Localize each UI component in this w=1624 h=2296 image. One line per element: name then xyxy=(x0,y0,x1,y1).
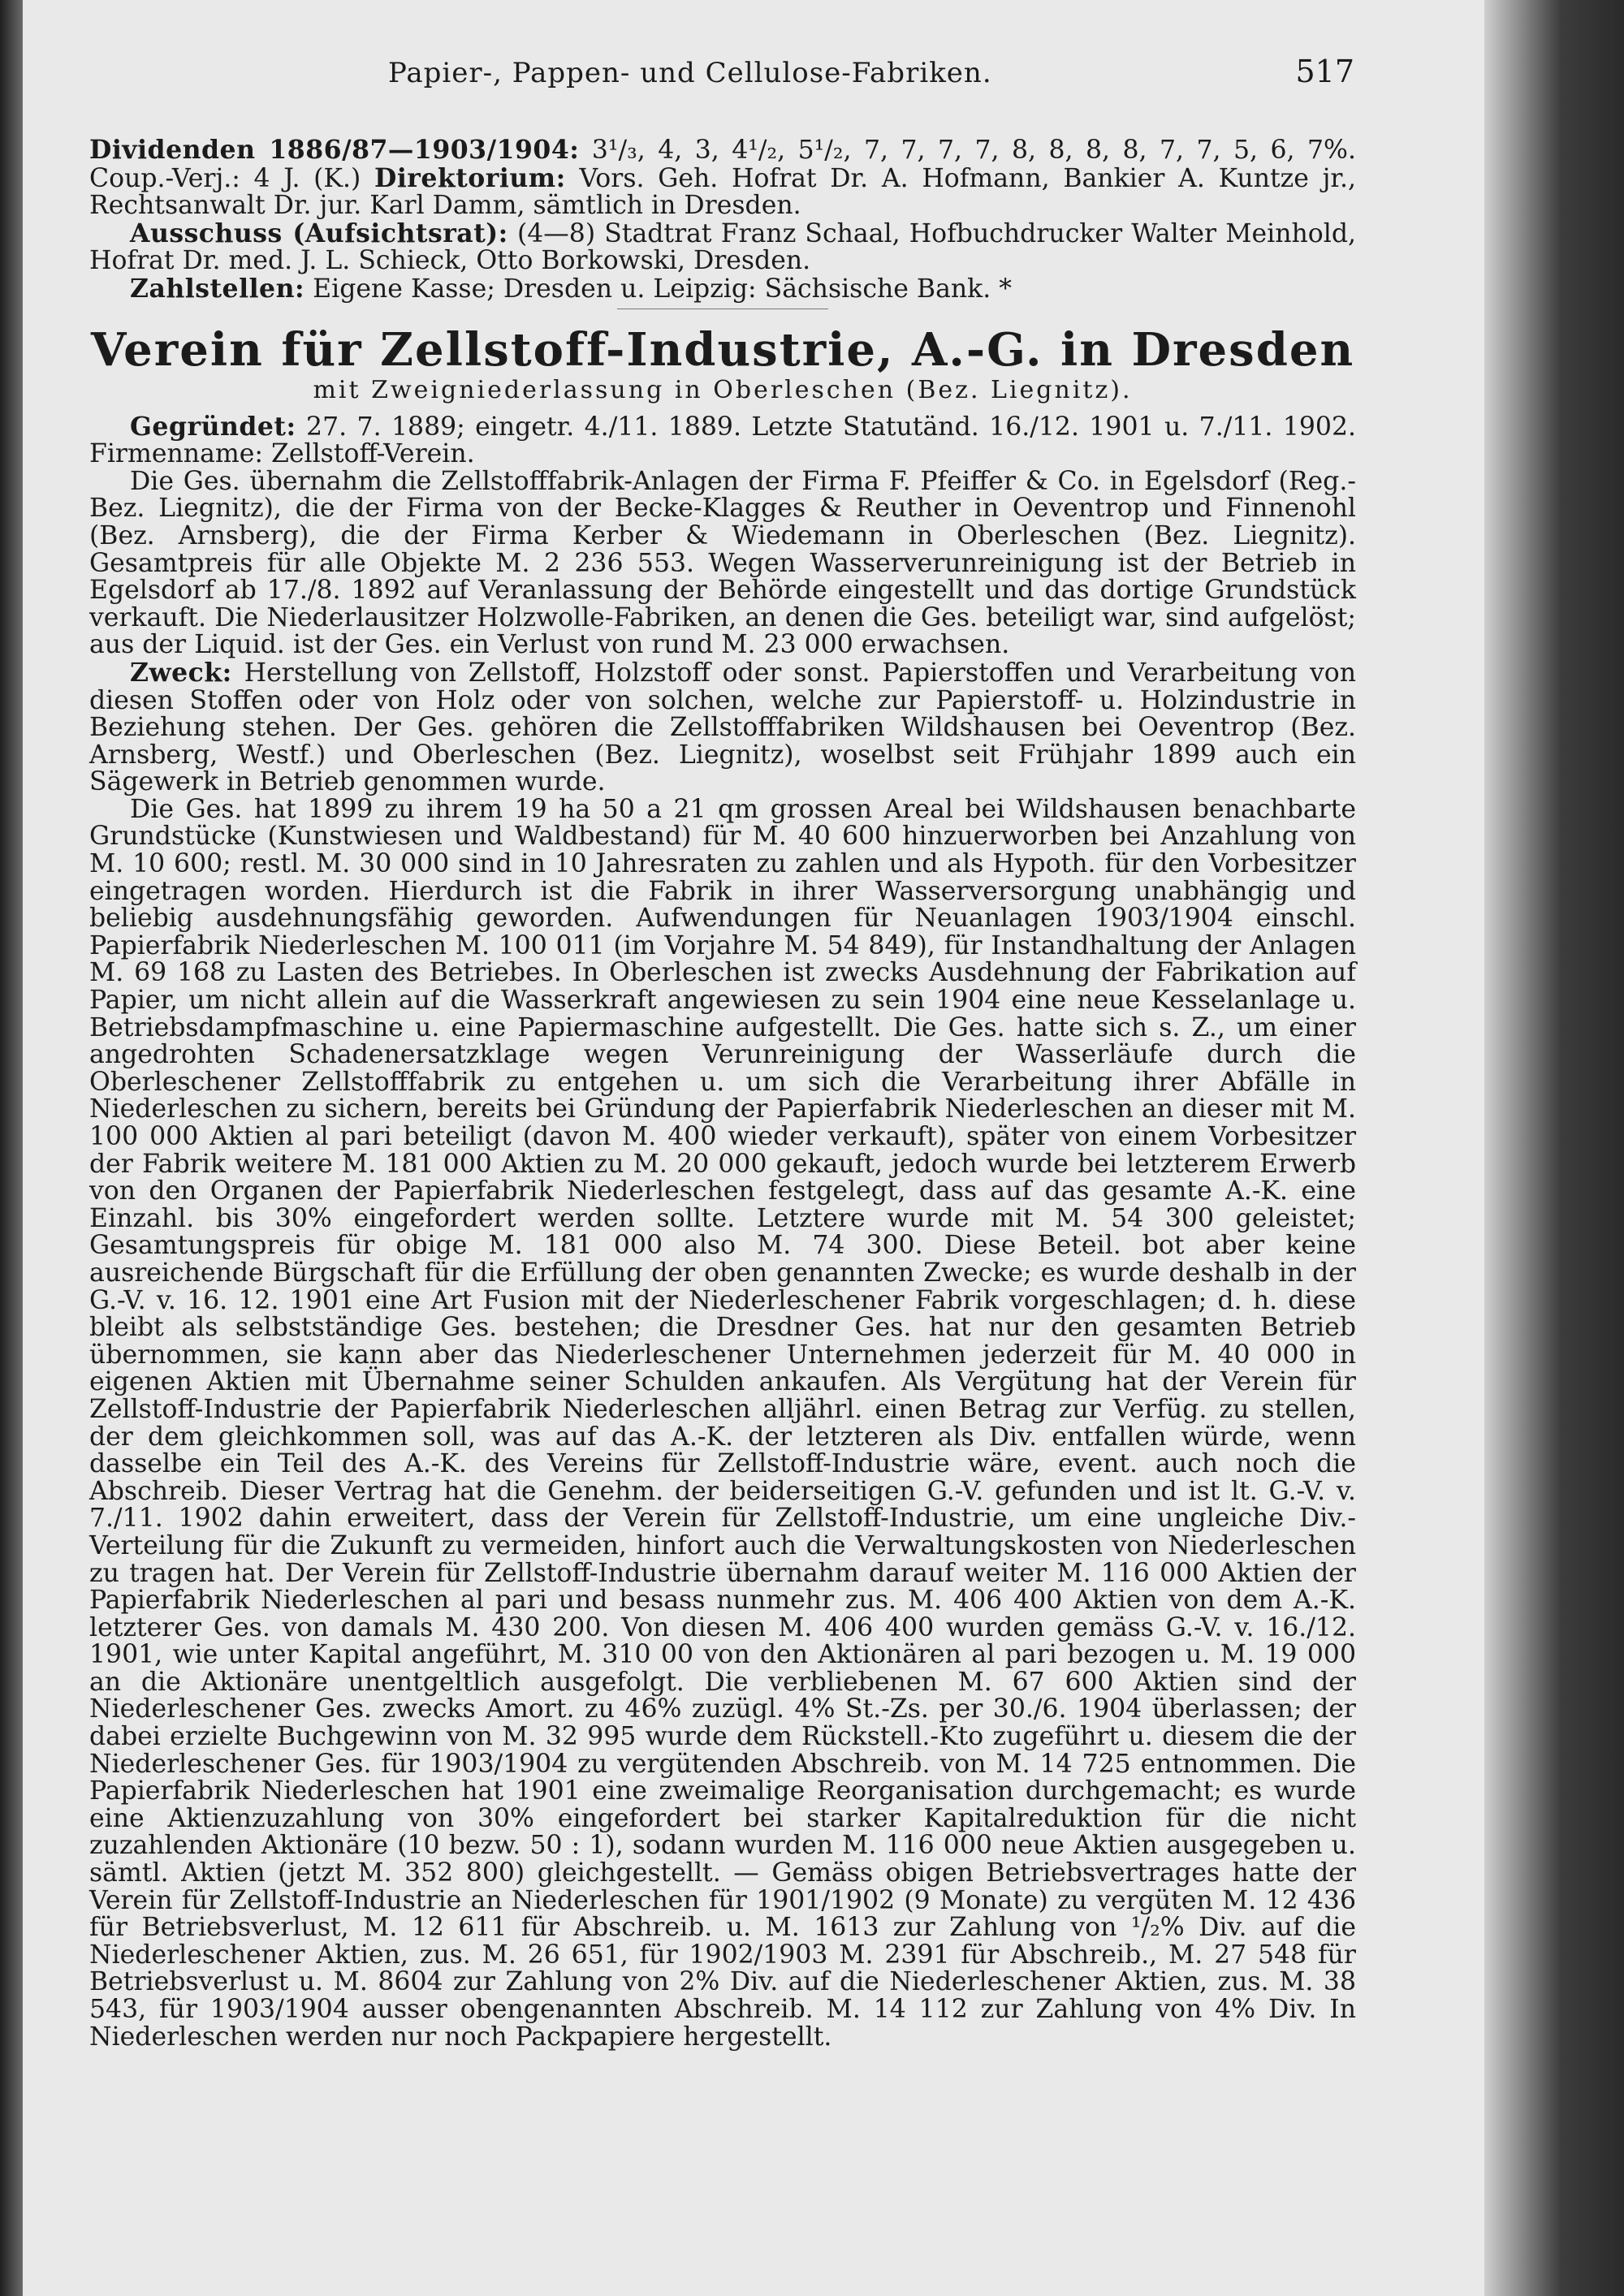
coupon-verjaehrung: Coup.-Verj.: 4 J. (K.) xyxy=(89,163,361,193)
gegruendet-text: 27. 7. 1889; eingetr. 4./11. 1889. Letzte Statutänd. 16./12. 1901 u. 7./11. 1902. Firmenname: Zellstoff-Verein. xyxy=(89,412,1356,469)
scan-left-edge xyxy=(0,0,23,2296)
page-content xyxy=(89,136,1356,2051)
page-number: 517 xyxy=(1295,54,1354,89)
company-name-heading: Verein für Zellstoff-Industrie, A.-G. in Dresden xyxy=(90,322,1355,377)
book-gutter-shadow xyxy=(1484,0,1624,2296)
book-page xyxy=(23,0,1484,2296)
history-paragraph: Die Ges. übernahm die Zellstofffabrik-Anlagen der Firma F. Pfeiffer & Co. in Egelsdorf (Reg.-Bez. Liegnitz), die der Firma von der Becke-Klagges & Reuther in Oeventrop und Finnenohl (Bez. Arnsberg), die der Firma Kerber & Wiedemann in Oberleschen (Bez. Liegnitz). Gesamtpreis für alle Objekte M. 2 236 553. Wegen Wasserverunreinigung ist der Betrieb in Egelsdorf ab 17./8. 1892 auf Veranlassung der Behörde eingestellt und das dortige Grundstück verkauft. Die Niederlausitzer Holzwolle-Fabriken, an denen die Ges. beteiligt war, sind aufgelöst; aus der Liquid. ist der Ges. ein Verlust von rund M. 23 000 erwachsen. xyxy=(89,466,1356,660)
gegruendet-paragraph xyxy=(89,413,1356,468)
ausschuss-text: (4—8) Stadtrat Franz Schaal, Hofbuchdrucker Walter Meinhold, Hofrat Dr. med. J. L. Schieck, Otto Borkowski, Dresden. xyxy=(89,218,1357,276)
zweck-paragraph xyxy=(89,659,1356,796)
direktorium-label: Direktorium: xyxy=(374,162,566,193)
gegruendet-label: Gegründet: xyxy=(130,411,296,442)
zahlstellen-line xyxy=(89,275,1356,304)
zahlstellen-text: Eigene Kasse; Dresden u. Leipzig: Sächsische Bank. * xyxy=(313,274,1013,304)
dividenden-line xyxy=(89,136,1356,220)
running-title: Papier-, Pappen- und Cellulose-Fabriken. xyxy=(388,57,992,89)
direktorium-text: Vors. Geh. Hofrat Dr. A. Hofmann, Bankier A. Kuntze jr., Rechtsanwalt Dr. jur. Karl Damm, sämtlich in Dresden. xyxy=(89,163,1356,221)
ausschuss-line xyxy=(89,220,1356,275)
ausschuss-label: Ausschuss (Aufsichtsrat): xyxy=(130,218,508,248)
zahlstellen-label: Zahlstellen: xyxy=(130,273,305,304)
main-paragraph: Die Ges. hat 1899 zu ihrem 19 ha 50 a 21 qm grossen Areal bei Wildshausen benachbarte Grundstücke (Kunstwiesen und Waldbestand) für M. 40 600 hinzuerworben bei Anzahlung von M. 10 600; restl. M. 30 000 sind in 10 Jahresraten zu zahlen und als Hypoth. für den Vorbesitzer eingetragen worden. Hierdurch ist die Fabrik in ihrer Wasserversorgung unabhängig und beliebig ausdehnungsfähig geworden. Aufwendungen für Neuanlagen 1903/1904 einschl. Papierfabrik Niederleschen M. 100 011 (im Vorjahre M. 54 849), für Instandhaltung der Anlagen M. 69 168 zu Lasten des Betriebes. In Oberleschen ist zwecks Ausdehnung der Fabrikation auf Papier, um nicht allein auf die Wasserkraft angewiesen zu sein 1904 eine neue Kesselanlage u. Betriebsdampfmaschine u. eine Papiermaschine aufgestellt. Die Ges. hatte sich s. Z., um einer angedrohten Schadenersatzklage wegen Verunreinigung der Wasserläufe durch die Oberleschener Zellstofffabrik zu entgehen u. um sich die Verarbeitung ihrer Abfälle in Niederleschen zu sichern, bereits bei Gründung der Papierfabrik Niederleschen an dieser mit M. 100 000 Aktien al pari beteiligt (davon M. 400 wieder verkauft), später von einem Vorbesitzer der Fabrik weitere M. 181 000 Aktien zu M. 20 000 gekauft, jedoch wurde bei letzterem Erwerb von den Organen der Papierfabrik Niederleschen festgelegt, dass auf das gesamte A.-K. eine Einzahl. bis 30% eingefordert werden sollte. Letztere wurde mit M. 54 300 geleistet; Gesamtungspreis für obige M. 181 000 also M. 74 300. Diese Beteil. bot aber keine ausreichende Bürgschaft für die Erfüllung der oben genannten Zwecke; es wurde deshalb in der G.-V. v. 16. 12. 1901 eine Art Fusion mit der Niederleschener Fabrik vorgeschlagen; d. h. diese bleibt als selbstständige Ges. bestehen; die Dresdner Ges. hat nur den gesamten Betrieb übernommen, sie kann aber das Niederleschener Unternehmen jederzeit für M. 40 000 in eigenen Aktien mit Übernahme seiner Schulden ankaufen. Als Vergütung hat der Verein für Zellstoff-Industrie der Papierfabrik Niederleschen alljährl. einen Betrag zur Verfüg. zu stellen, der dem gleichkommen soll, was auf das A.-K. der letzteren als Div. entfallen würde, wenn dasselbe ein Teil des A.-K. des Vereins für Zellstoff-Industrie wäre, event. auch noch die Abschreib. Dieser Vertrag hat die Genehm. der beiderseitigen G.-V. gefunden und ist lt. G.-V. v. 7./11. 1902 dahin erweitert, dass der Verein für Zellstoff-Industrie, um eine ungleiche Div.-Verteilung für die Zukunft zu vermeiden, hinfort auch die Verwaltungskosten von Niederleschen zu tragen hat. Der Verein für Zellstoff-Industrie übernahm darauf weiter M. 116 000 Aktien der Papierfabrik Niederleschen al pari und besass nunmehr zus. M. 406 400 Aktien von dem A.-K. letzterer Ges. von damals M. 430 200. Von diesen M. 406 400 wurden gemäss G.-V. v. 16./12. 1901, wie unter Kapital angeführt, M. 310 00 von den Aktionären al pari bezogen u. M. 19 000 an die Aktionäre unentgeltlich ausgefolgt. Die verbliebenen M. 67 600 Aktien sind der Niederleschener Ges. zwecks Amort. zu 46% zuzügl. 4% St.-Zs. per 30./6. 1904 überlassen; der dabei erzielte Buchgewinn von M. 32 995 wurde dem Rückstell.-Kto zugeführt u. diesem die der Niederleschener Ges. für 1903/1904 zu vergütenden Abschreib. von M. 14 725 entnommen. Die Papierfabrik Niederleschen hat 1901 eine zweimalige Reorganisation durchgemacht; es wurde eine Aktienzuzahlung von 30% eingefordert bei starker Kapitalreduktion für die nicht zuzahlenden Aktionäre (10 bezw. 50 : 1), sodann wurden M. 116 000 neue Aktien ausgegeben u. sämtl. Aktien (jetzt M. 352 800) gleichgestellt. — Gemäss obigen Betriebsvertrages hatte der Verein für Zellstoff-Industrie an Niederleschen für 1901/1902 (9 Monate) zu vergüten M. 12 436 für Betriebsverlust, M. 12 611 für Abschreib. u. M. 1613 zur Zahlung von ¹/₂% Div. auf die Niederleschener Aktien, zus. M. 26 651, für 1902/1903 M. 2391 für Abschreib., M. 27 548 für Betriebsverlust u. M. 8604 zur Zahlung von 2% Div. auf die Niederleschener Aktien, zus. M. 38 543, für 1903/1904 ausser obengenannten Abschreib. M. 14 112 zur Zahlung von 4% Div. In Niederleschen werden nur noch Packpapiere hergestellt. xyxy=(89,794,1356,2052)
page-header xyxy=(23,54,1354,106)
zweck-text: Herstellung von Zellstoff, Holzstoff oder sonst. Papierstoffen und Verarbeitung von diesen Stoffen oder von Holz oder von solchen, welche zur Papierstoff- u. Holzindustrie in Beziehung stehen. Der Ges. gehören die Zellstofffabriken Wildshausen bei Oeventrop (Bez. Arnsberg, Westf.) und Oberleschen (Bez. Liegnitz), woselbst seit Frühjahr 1899 auch ein Sägewerk in Betrieb genommen wurde. xyxy=(89,658,1356,797)
dividenden-label: Dividenden 1886/87—1903/1904: xyxy=(89,135,580,165)
zweck-label: Zweck: xyxy=(130,657,232,688)
dividenden-values: 3¹/₃, 4, 3, 4¹/₂, 5¹/₂, 7, 7, 7, 7, 8, 8, 8, 8, 7, 7, 5, 6, 7%. xyxy=(591,136,1356,165)
company-subtitle: mit Zweigniederlassung in Oberleschen (Bez. Liegnitz). xyxy=(313,375,1133,404)
